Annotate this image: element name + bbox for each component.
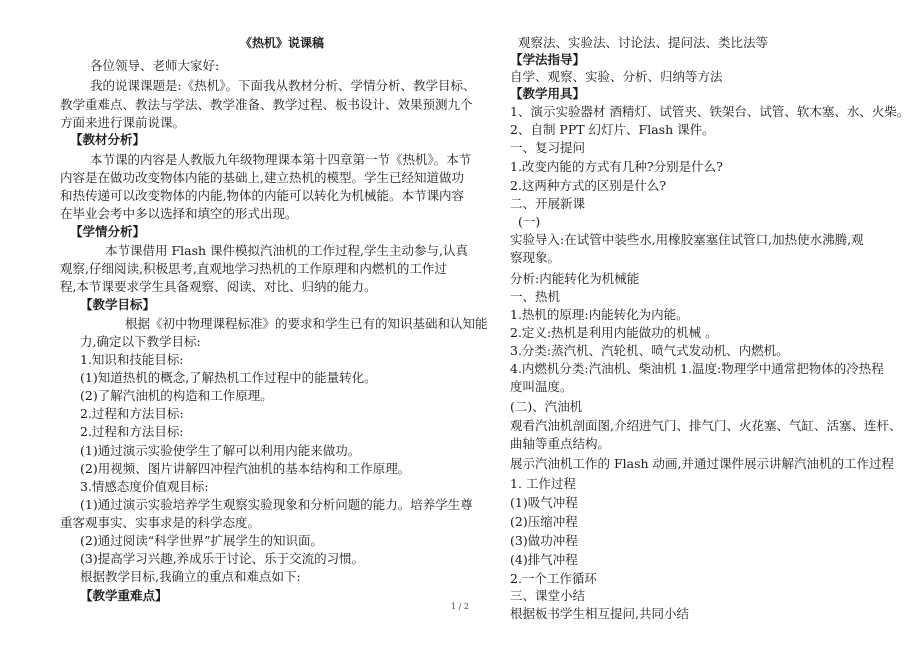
text-line: 根据教学目标,我确立的重点和难点如下: xyxy=(80,569,301,584)
text-line: 1. 工作过程 xyxy=(510,476,576,491)
text-line: 在毕业会考中多以选择和填空的形式出现。 xyxy=(60,206,298,221)
text-line: (1)知道热机的概念,了解热机工作过程中的能量转化。 xyxy=(80,370,377,385)
text-line: (1)通过演示实验使学生了解可以利用内能来做功。 xyxy=(80,443,361,458)
text-line: 本节课借用 Flash 课件模拟汽油机的工作过程,学生主动参与,认真 xyxy=(105,243,468,258)
text-line: 本节课的内容是人教版九年级物理课本第十四章第一节《热机》。本节 xyxy=(90,152,472,167)
page-number: 1 / 2 xyxy=(451,602,469,611)
text-line: (3)做功冲程 xyxy=(510,533,578,548)
text-line: 2.定义:热机是利用内能做功的机械 。 xyxy=(510,325,718,340)
section-heading: 【教材分析】 xyxy=(70,132,146,147)
text-line: (一) xyxy=(518,214,541,229)
text-line: (二)、汽油机 xyxy=(510,399,583,414)
text-line: 2.过程和方法目标: xyxy=(80,406,184,421)
text-line: 1.知识和技能目标: xyxy=(80,352,184,367)
text-line: 自学、观察、实验、分析、归纳等方法 xyxy=(510,69,723,84)
text-line: 程,本节课要求学生具备观察、阅读、对比、归纳的能力。 xyxy=(60,279,377,294)
section-heading: 【学法指导】 xyxy=(510,52,586,67)
section-heading: 【教学用具】 xyxy=(510,86,586,101)
text-line: 1.热机的原理:内能转化为内能。 xyxy=(510,307,689,322)
text-line: 三、课堂小结 xyxy=(510,588,586,603)
section-heading: 【教学目标】 xyxy=(80,297,156,312)
text-line: 二、开展新课 xyxy=(510,196,586,211)
text-line: 3.情感态度价值观目标: xyxy=(80,479,209,494)
section-heading: 【教学重难点】 xyxy=(80,588,168,603)
text-line: (1)通过演示实验培养学生观察实验现象和分析问题的能力。培养学生尊 xyxy=(80,497,473,512)
text-line: 1、演示实验器材 酒精灯、试管夹、铁架台、试管、软木塞、水、火柴。 xyxy=(510,104,910,119)
text-line: 3.分类:蒸汽机、汽轮机、喷气式发动机、内燃机。 xyxy=(510,343,789,358)
text-line: 2.一个工作循环 xyxy=(510,571,597,586)
text-line: (2)压缩冲程 xyxy=(510,514,578,529)
text-line: (2)用视频、图片讲解四冲程汽油机的基本结构和工作原理。 xyxy=(80,461,411,476)
text-line: 重客观事实、实事求是的科学态度。 xyxy=(60,515,261,530)
text-line: 察现象。 xyxy=(510,250,561,265)
text-line: 观察,仔细阅读,积极思考,直观地学习热机的工作原理和内燃机的工作过 xyxy=(60,261,447,276)
text-line: 1.改变内能的方式有几种?分别是什么? xyxy=(510,159,723,174)
text-line: 展示汽油机工作的 Flash 动画,并通过课件展示讲解汽油机的工作过程 xyxy=(510,456,895,471)
text-line: 观察法、实验法、讨论法、提问法、类比法等 xyxy=(518,35,769,50)
text-line: (4)排气冲程 xyxy=(510,552,578,567)
text-line: 教学重难点、教法与学法、教学准备、教学过程、板书设计、效果预测九个 xyxy=(60,97,473,112)
text-line: (2)了解汽油机的构造和工作原理。 xyxy=(80,388,273,403)
text-line: 度叫温度。 xyxy=(510,379,573,394)
text-line: 分析:内能转化为机械能 xyxy=(510,271,640,286)
text-line: 和热传递可以改变物体的内能,物体的内能可以转化为机械能。本节课内容 xyxy=(60,188,464,203)
text-line: 一、热机 xyxy=(510,289,561,304)
text-line: 我的说课课题是:《热机》。下面我从教材分析、学情分析、教学目标、 xyxy=(90,78,476,93)
text-line: 2.这两种方式的区别是什么? xyxy=(510,178,667,193)
greeting: 各位领导、老师大家好: xyxy=(90,58,220,73)
text-line: 观看汽油机剖面图,介绍进气门、排气门、火花塞、气缸、活塞、连杆、 xyxy=(510,418,902,433)
text-line: 2、自制 PPT 幻灯片、Flash 课件。 xyxy=(510,122,715,137)
text-line: 力,确定以下教学目标: xyxy=(80,334,201,349)
text-line: 根据板书学生相互提问,共同小结 xyxy=(510,606,689,621)
text-line: 2.过程和方法目标: xyxy=(80,424,184,439)
section-heading: 【学情分析】 xyxy=(70,224,146,239)
text-line: (3)提高学习兴趣,养成乐于讨论、乐于交流的习惯。 xyxy=(80,551,365,566)
text-line: 内容是在做功改变物体内能的基础上,建立热机的模型。学生已经知道做功 xyxy=(60,170,464,185)
text-line: 方面来进行课前说课。 xyxy=(60,115,186,130)
text-line: 4.内燃机分类:汽油机、柴油机 1.温度:物理学中通常把物体的冷热程 xyxy=(510,361,884,376)
document-title: 《热机》说课稿 xyxy=(240,36,325,50)
text-line: (1)吸气冲程 xyxy=(510,495,578,510)
text-line: 根据《初中物理课程标准》的要求和学生已有的知识基础和认知能 xyxy=(125,316,488,331)
text-line: 实验导入:在试管中装些水,用橡胶塞塞住试管口,加热使水沸腾,观 xyxy=(510,232,864,247)
text-line: 一、复习提问 xyxy=(510,140,586,155)
text-line: (2)通过阅读“科学世界”扩展学生的知识面。 xyxy=(80,533,323,548)
text-line: 曲轴等重点结构。 xyxy=(510,436,611,451)
